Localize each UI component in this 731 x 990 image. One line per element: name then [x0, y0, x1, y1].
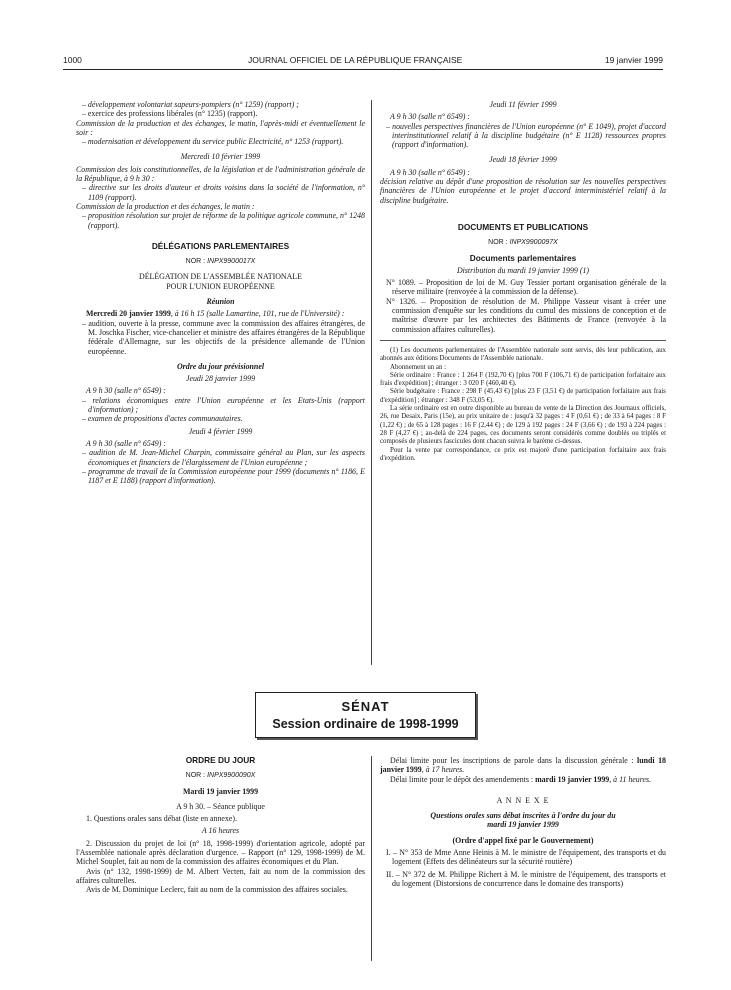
- documents-title: DOCUMENTS ET PUBLICATIONS: [457, 221, 589, 232]
- item-audition-fischer: – audition, ouverte à la presse, commune avec la commission des affaires étrangères, de M. Joschka Fischer, vice-chancelier et ministre des affaires étrangères de la République fédérale d'Allemagne, sur les objectifs de la présidence allemande de l'Union européenne.: [82, 318, 365, 356]
- item-directive: – directive sur les droits d'auteur et droits voisins dans la société de l'information, n° 1109 (rapport).: [82, 183, 365, 202]
- item-examen: – examen de propositions d'actes communautaires.: [82, 414, 243, 424]
- nor-reference-2: NOR : INPX9900097X: [488, 239, 558, 247]
- item-relations: – relations économiques entre l'Union européenne et les Etats-Unis (rapport d'information) ;: [82, 395, 365, 415]
- reunion-heading: Réunion: [206, 297, 235, 307]
- avis-vecten: Avis (n° 132, 1998-1999) de M. Albert Vecten, fait au nom de la commission des affaires culturelles.: [76, 866, 365, 885]
- doc-1326: N° 1326. – Proposition de résolution de M. Philippe Vasseur visant à créer une commission d'enquête sur les conditions du cumul des missions de conception et de maîtrise d'œuvre par les architectes des Bâtiments de France (renvoyée à la commission affaires culturelles).: [386, 296, 666, 334]
- item-perspectives: – nouvelles perspectives financières de l'Union européenne (n° E 1049), projet d'accord interinstitutionnel relatif à la discipline budgétaire (n° E 1128) ressources propres (rapport d'information).: [386, 121, 666, 150]
- questions-orales-title: Questions orales sans débat inscrites à l'ordre du jour du mardi 19 janvier 1999: [430, 811, 616, 830]
- senat-title: SÉNAT: [341, 699, 390, 714]
- delegation-name-1: DÉLÉGATION DE L'ASSEMBLÉE NATIONALE: [139, 272, 302, 282]
- date-10-fevrier: Mercredi 10 février 1999: [180, 152, 261, 162]
- item-electricite: – modernisation et développement du service public Electricité, n° 1253 (rapport).: [82, 137, 344, 147]
- nor-reference-1: NOR : INPX9900017X: [185, 258, 256, 266]
- issue-date: 19 janvier 1999: [604, 55, 663, 65]
- senat-box: [255, 692, 476, 738]
- footnote-rule: [380, 340, 666, 341]
- delegations-title: DÉLÉGATIONS PARLEMENTAIRES: [151, 240, 290, 251]
- item-decision: décision relative au dépôt d'une proposition de résolution sur les nouvelles perspectives financières de l'Union européenne et le projet d'accord interministériel relatif à la discipline budgétaire.: [380, 177, 666, 205]
- ordre-previsionnel: Ordre du jour prévisionnel: [176, 361, 265, 371]
- point-1: 1. Questions orales sans débat (liste en annexe).: [86, 814, 237, 824]
- avis-leclerc: Avis de M. Dominique Leclerc, fait au nom de la commission des affaires sociales.: [86, 885, 348, 895]
- commission-production: Commission de la production et des échanges, le matin, l'après-midi et éventuellement le soir :: [76, 118, 365, 137]
- item-volontariat: – développement volontariat sapeurs-pompiers (n° 1259) (rapport) ;: [82, 100, 299, 109]
- date-4-fevrier: Jeudi 4 février 1999: [188, 426, 253, 436]
- item-pac: – proposition résolution sur projet de réforme de la politique agricole commune, n° 1248 (rapport).: [82, 211, 365, 230]
- date-11-fevrier: Jeudi 11 février 1999: [489, 100, 557, 109]
- item-charpin: – audition de M. Jean-Michel Charpin, commissaire général au Plan, sur les aspects économiques et financiers de l'élargissement de l'Union européenne ;: [82, 448, 365, 467]
- ordre-appel: (Ordre d'appel fixé par le Gouvernement): [452, 835, 594, 845]
- delai-parole: Délai limite pour les inscriptions de parole dans la discussion générale : lundi 18 janvier 1999, à 17 heures.: [380, 756, 666, 775]
- item-programme: – programme de travail de la Commission européenne pour 1999 (documents n° 1186, E 1187 et E 1188) (rapport d'information).: [82, 466, 365, 486]
- doc-1089: N° 1089. – Proposition de loi de M. Guy Tessier portant organisation générale de la réserve militaire (renvoyée à la commission de la défense).: [386, 278, 666, 297]
- senat-session: Session ordinaire de 1998-1999: [272, 717, 459, 731]
- left-bottom-column: [76, 756, 365, 895]
- a-16-heures: A 16 heures: [201, 826, 240, 836]
- time-room-4: A 9 h 30 (salle n° 6549) :: [390, 167, 470, 177]
- page-number: 1000: [63, 55, 82, 65]
- distribution-date: Distribution du mardi 19 janvier 1999 (1): [456, 265, 590, 275]
- seance-publique: A 9 h 30. – Séance publique: [176, 801, 265, 811]
- documents-parlementaires: Documents parlementaires: [469, 252, 577, 263]
- question-372: II. – N° 372 de M. Philippe Richert à M. le ministre de l'équipement, des transports et du logement (Distorsions de concurrence dans le domaine des transports): [386, 869, 666, 888]
- left-top-column: [76, 100, 365, 485]
- footnote-correspondance: Pour la vente par correspondance, ce prix est majoré d'une participation forfaitaire aux frais d'expédition.: [380, 446, 666, 462]
- header-rule: [63, 69, 663, 70]
- footnote-vente: La série ordinaire est en outre disponible au bureau de vente de la Direction des Journaux officiels, 26, rue Desaix, Paris (15e), au prix unitaire de : jusqu'à 32 pages : 4 F (0,61 €) ; de 33 à 64 pages : 8 F (1,22 €) ; de 65 à 128 pages : 16 F (2,44 €) ; de 129 à 192 pages : 24 F (3,66 €) ; de 193 à 224 pages : 28 F (4,27 €) ; au-delà de 224 pages, ces documents seront considérés comme doublés ou triplés et composés de plusieurs fascicules dont chacun suivra le barème ci-dessus.: [380, 405, 666, 446]
- time-room-2: A 9 h 30 (salle n° 6549) :: [86, 438, 166, 448]
- right-bottom-column: [380, 756, 666, 888]
- footnote-serie-budgetaire: Série budgétaire : France : 298 F (45,43 €) [plus 23 F (3,51 €) de participation forfaitaire aux frais d'expédition] ; étranger : 348 F (53,05 €).: [380, 388, 666, 404]
- item-professions: – exercice des professions libérales (n° 1235) (rapport).: [82, 109, 258, 119]
- column-divider-top: [371, 100, 372, 665]
- commission-production-2: Commission de la production et des échanges, le matin :: [76, 201, 255, 211]
- footnote-abonnement: Abonnement un an :: [390, 363, 447, 371]
- annexe-heading: A N N E X E: [496, 795, 550, 805]
- time-room-3: A 9 h 30 (salle n° 6549) :: [390, 112, 470, 122]
- ordre-du-jour-title: ORDRE DU JOUR: [185, 755, 256, 765]
- mardi-date: Mardi 19 janvier 1999: [182, 786, 259, 796]
- time-room-1: A 9 h 30 (salle n° 6549) :: [86, 386, 166, 396]
- nor-reference-3: NOR : INPX9900090X: [185, 772, 256, 780]
- question-353: I. – N° 353 de Mme Anne Heinis à M. le ministre de l'équipement, des transports et du logement (Effets des délinéateurs sur la sécurité routière): [386, 848, 666, 867]
- date-28-janvier: Jeudi 28 janvier 1999: [185, 374, 256, 384]
- meeting-line: Mercredi 20 janvier 1999, à 16 h 15 (salle Lamartine, 101, rue de l'Université) :: [86, 309, 345, 319]
- commission-lois: Commission des lois constitutionnelles, de la législation et de l'administration générale de la République, à 9 h 30 :: [76, 164, 365, 184]
- journal-title: JOURNAL OFFICIEL DE LA RÉPUBLIQUE FRANÇAISE: [248, 55, 463, 65]
- right-top-column: [380, 100, 666, 463]
- page-header: [63, 55, 663, 69]
- column-divider-bottom: [371, 756, 372, 961]
- date-18-fevrier: Jeudi 18 février 1999: [489, 155, 557, 165]
- delegation-name-2: POUR L'UNION EUROPÉENNE: [166, 281, 275, 291]
- footnote-serie-ordinaire: Série ordinaire : France : 1 264 F (192,70 €) [plus 700 F (106,71 €) de participation forfaitaire aux frais d'expédition] ; étranger : 3 020 F (460,40 €).: [380, 371, 666, 388]
- footnote-1: (1) Les documents parlementaires de l'Assemblée nationale sont servis, dès leur publication, aux abonnés aux éditions Documents de l'Assemblée nationale.: [380, 346, 666, 363]
- delai-amendements: Délai limite pour le dépôt des amendements : mardi 19 janvier 1999, à 11 heures.: [390, 774, 652, 784]
- point-2: 2. Discussion du projet de loi (n° 18, 1998-1999) d'orientation agricole, adopté par l'Assemblée nationale après déclaration d'urgence. – Rapport (n° 129, 1998-1999) de M. Michel Souplet, fait au nom de la commission des affaires économiques et du Plan.: [76, 838, 365, 867]
